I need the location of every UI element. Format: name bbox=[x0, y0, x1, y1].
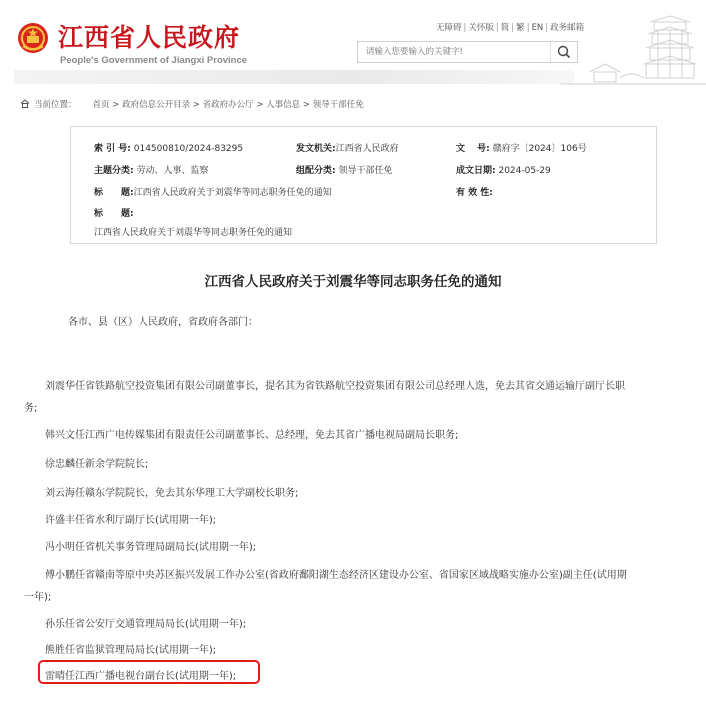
separator: | bbox=[495, 23, 499, 33]
paragraph: 冯小明任省机关事务管理局副局长(试用期一年); bbox=[45, 542, 257, 553]
title-field bbox=[94, 185, 332, 198]
paragraph-continuation: 一年); bbox=[24, 592, 52, 603]
paragraph: 熊胜任省监狱管理局局长(试用期一年); bbox=[45, 645, 217, 656]
link-traditional[interactable]: 繁 bbox=[516, 23, 525, 33]
paragraph: 刘云海任赣东学院院长，免去其东华理工大学副校长职务; bbox=[45, 488, 299, 499]
site-header bbox=[0, 0, 706, 92]
index-number-field bbox=[94, 141, 243, 154]
title-value: 江西省人民政府关于刘震华等同志职务任免的通知 bbox=[133, 188, 332, 198]
document-info-table bbox=[70, 126, 657, 244]
link-simplified[interactable]: 简 bbox=[500, 23, 510, 33]
breadcrumb-separator: > bbox=[192, 100, 200, 110]
separator: | bbox=[526, 23, 530, 33]
issuer-value: 江西省人民政府 bbox=[335, 144, 399, 154]
breadcrumb-item-home[interactable]: 首页 bbox=[92, 100, 110, 110]
salutation: 各市、县（区）人民政府，省政府各部门： bbox=[68, 317, 258, 328]
national-emblem-icon bbox=[17, 22, 49, 54]
document-number-value: 赣府字〔2024〕106号 bbox=[492, 144, 587, 154]
title-label: 标 题: bbox=[94, 188, 134, 198]
genre-value: 领导干部任免 bbox=[338, 166, 393, 176]
breadcrumb-item-appointments[interactable]: 领导干部任免 bbox=[312, 100, 364, 110]
paragraph: 韩兴文任江西广电传媒集团有限责任公司副董事长、总经理，免去其省广播电视局副局长职务; bbox=[45, 430, 459, 441]
breadcrumb-separator: > bbox=[302, 100, 310, 110]
breadcrumb-label: 当前位置： bbox=[34, 100, 77, 110]
breadcrumb-separator: > bbox=[112, 100, 120, 110]
document-title: 江西省人民政府关于刘震华等同志职务任免的通知 bbox=[204, 274, 502, 290]
index-number-value: 014500810/2024-83295 bbox=[133, 144, 244, 154]
index-number-label: 索 引 号: bbox=[94, 144, 131, 154]
link-gov-mail[interactable]: 政务邮箱 bbox=[550, 23, 585, 33]
link-english[interactable]: EN bbox=[531, 23, 544, 33]
search-box bbox=[357, 41, 578, 63]
topic-label: 主题分类: bbox=[94, 166, 134, 176]
highlighted-paragraph: 雷晴任江西广播电视台副台长(试用期一年); bbox=[45, 671, 237, 682]
breadcrumb bbox=[20, 98, 364, 110]
issuer-field bbox=[296, 141, 399, 154]
separator: | bbox=[545, 23, 549, 33]
link-care-mode[interactable]: 关怀版 bbox=[468, 23, 494, 33]
date-label: 成文日期: bbox=[456, 166, 496, 176]
genre-field bbox=[296, 163, 393, 176]
header-banner-band bbox=[14, 70, 574, 84]
home-icon bbox=[20, 99, 30, 108]
genre-label: 组配分类: bbox=[296, 166, 336, 176]
search-input[interactable] bbox=[358, 42, 548, 62]
breadcrumb-item-office[interactable]: 省政府办公厅 bbox=[202, 100, 254, 110]
pavilion-skyline-icon bbox=[560, 12, 706, 92]
paragraph: 许盛丰任省水利厅副厅长(试用期一年); bbox=[45, 515, 217, 526]
subject-value: 江西省人民政府关于刘震华等同志职务任免的通知 bbox=[94, 228, 293, 238]
breadcrumb-item-personnel[interactable]: 人事信息 bbox=[266, 100, 301, 110]
separator: | bbox=[511, 23, 515, 33]
subject-field bbox=[94, 206, 134, 219]
date-field bbox=[456, 163, 551, 176]
site-subtitle: People's Government of Jiangxi Province bbox=[60, 55, 248, 66]
paragraph: 徐忠麟任新余学院院长; bbox=[45, 459, 149, 470]
paragraph: 孙乐任省公安厅交通管理局局长(试用期一年); bbox=[45, 619, 247, 630]
validity-label: 有 效 性: bbox=[456, 188, 493, 198]
separator: | bbox=[463, 23, 467, 33]
document-number-label: 文 号: bbox=[456, 144, 490, 154]
subject-label: 标 题: bbox=[94, 209, 134, 219]
paragraph: 傅小鹏任省赣南等原中央苏区振兴发展工作办公室(省政府鄱阳湖生态经济区建设办公室、省国家区域战略实施办公室)副主任(试用期 bbox=[45, 570, 627, 581]
paragraph-continuation: 务; bbox=[24, 403, 38, 414]
date-value: 2024-05-29 bbox=[498, 166, 551, 176]
paragraph: 刘震华任省铁路航空投资集团有限公司副董事长，提名其为省铁路航空投资集团有限公司总经理人选，免去其省交通运输厅副厅长职 bbox=[45, 381, 625, 392]
link-accessibility[interactable]: 无障碍 bbox=[436, 23, 462, 33]
document-number-field bbox=[456, 141, 587, 154]
topic-field bbox=[94, 163, 209, 176]
breadcrumb-separator: > bbox=[256, 100, 264, 110]
breadcrumb-item-catalog[interactable]: 政府信息公开目录 bbox=[122, 100, 191, 110]
validity-field bbox=[456, 185, 493, 198]
issuer-label: 发文机关: bbox=[296, 144, 336, 154]
topic-value: 劳动、人事、监察 bbox=[136, 166, 209, 176]
site-title[interactable]: 江西省人民政府 bbox=[58, 23, 241, 52]
